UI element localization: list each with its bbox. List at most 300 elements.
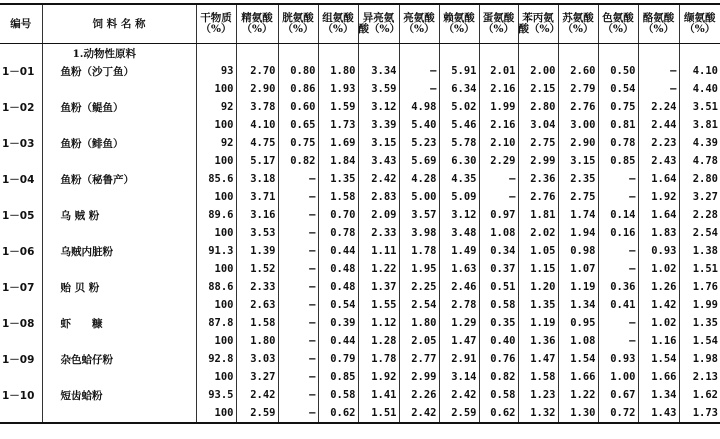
row-value-cell: 1.83 (638, 224, 679, 242)
header-arginine: 精氨酸（%） (236, 4, 278, 44)
row-value-cell: 3.39 (358, 116, 399, 134)
row-value-cell: 0.65 (278, 116, 318, 134)
row-value-cell: 2.90 (558, 134, 598, 152)
row-value-cell: — (278, 404, 318, 423)
row-value-cell: 5.23 (399, 134, 439, 152)
row-value-cell: 2.99 (518, 152, 558, 170)
row-value-cell: 2.54 (679, 224, 720, 242)
row-value-cell: 3.18 (236, 170, 278, 188)
row-feed-name (42, 332, 196, 350)
row-value-cell: 2.43 (638, 152, 679, 170)
row-feed-name: 乌贼内脏粉 (42, 242, 196, 260)
row-value-cell: 1.55 (358, 296, 399, 314)
row-value-cell: 1.80 (318, 62, 358, 80)
row-value-cell: 4.75 (236, 134, 278, 152)
row-value-cell: 3.12 (439, 206, 479, 224)
row-value-cell: 0.82 (479, 368, 518, 386)
row-feed-name (42, 368, 196, 386)
row-value-cell: 5.02 (439, 98, 479, 116)
row-value-cell: 2.42 (358, 170, 399, 188)
row-value-cell: 0.79 (318, 350, 358, 368)
row-value-cell: 4.10 (236, 116, 278, 134)
row-value-cell: 2.25 (399, 278, 439, 296)
row-value-cell: 0.50 (598, 62, 638, 80)
row-value-cell: 0.85 (598, 152, 638, 170)
row-code (0, 152, 42, 170)
table-row (0, 62, 720, 80)
row-value-cell: 1.58 (318, 188, 358, 206)
row-value-cell: 0.48 (318, 260, 358, 278)
empty-cell (278, 44, 318, 63)
row-feed-name (42, 152, 196, 170)
row-value-cell: 2.77 (399, 350, 439, 368)
row-value-cell: 1.63 (439, 260, 479, 278)
row-value-cell: 2.09 (358, 206, 399, 224)
row-value-cell: 0.85 (318, 368, 358, 386)
row-value-cell: 1.41 (358, 386, 399, 404)
row-value-cell: 1.54 (558, 350, 598, 368)
row-value-cell: — (278, 188, 318, 206)
row-value-cell: 3.53 (236, 224, 278, 242)
table-row (0, 296, 720, 314)
row-value-cell: 0.39 (318, 314, 358, 332)
row-dry-matter: 100 (196, 80, 236, 98)
row-value-cell: — (598, 242, 638, 260)
row-value-cell: 4.10 (679, 62, 720, 80)
empty-cell (358, 44, 399, 63)
row-value-cell: 0.75 (598, 98, 638, 116)
row-value-cell: 1.28 (358, 332, 399, 350)
row-value-cell: 3.59 (358, 80, 399, 98)
row-value-cell: 1.73 (679, 404, 720, 423)
empty-cell (679, 44, 720, 63)
row-value-cell: 1.98 (679, 350, 720, 368)
row-feed-name (42, 224, 196, 242)
header-code: 编号 (0, 4, 42, 44)
row-value-cell: 0.44 (318, 242, 358, 260)
table-row (0, 332, 720, 350)
row-value-cell: 3.15 (558, 152, 598, 170)
row-value-cell: — (278, 296, 318, 314)
row-value-cell: 0.41 (598, 296, 638, 314)
row-value-cell: 1.78 (399, 242, 439, 260)
row-value-cell: 1.64 (638, 170, 679, 188)
row-value-cell: 3.15 (358, 134, 399, 152)
row-dry-matter: 100 (196, 296, 236, 314)
row-dry-matter: 92 (196, 134, 236, 152)
row-value-cell: 4.78 (679, 152, 720, 170)
row-value-cell: 1.80 (236, 332, 278, 350)
row-value-cell: 2.26 (399, 386, 439, 404)
table-row (0, 116, 720, 134)
row-value-cell: 2.10 (479, 134, 518, 152)
row-value-cell: 0.58 (479, 296, 518, 314)
row-value-cell: 1.43 (638, 404, 679, 423)
row-value-cell: 2.00 (518, 62, 558, 80)
empty-cell (558, 44, 598, 63)
row-value-cell: — (278, 242, 318, 260)
row-value-cell: 0.44 (318, 332, 358, 350)
row-value-cell: 2.42 (399, 404, 439, 423)
row-value-cell: — (278, 314, 318, 332)
row-feed-name: 乌 贼 粉 (42, 206, 196, 224)
row-value-cell: 0.76 (479, 350, 518, 368)
row-feed-name: 鱼粉（鳀鱼） (42, 98, 196, 116)
row-value-cell: 4.98 (399, 98, 439, 116)
section-code-cell (0, 44, 42, 63)
row-value-cell: 0.97 (479, 206, 518, 224)
row-code: 1－03 (2, 137, 35, 150)
row-feed-name: 鱼粉（秘鲁产） (42, 170, 196, 188)
header-lysine: 赖氨酸（%） (439, 4, 479, 44)
row-value-cell: 1.35 (679, 314, 720, 332)
row-feed-name: 虾 糠 (42, 314, 196, 332)
row-value-cell: 0.58 (318, 386, 358, 404)
row-value-cell: 0.70 (318, 206, 358, 224)
row-value-cell: 3.27 (679, 188, 720, 206)
row-code (0, 188, 42, 206)
row-value-cell: 1.93 (318, 80, 358, 98)
table-row (0, 224, 720, 242)
header-histidine: 组氨酸（%） (318, 4, 358, 44)
row-feed-name: 鱼粉（沙丁鱼） (42, 62, 196, 80)
row-value-cell: 2.16 (479, 116, 518, 134)
table-row (0, 368, 720, 386)
row-value-cell: 2.76 (518, 188, 558, 206)
row-value-cell: 1.34 (558, 296, 598, 314)
row-code (0, 224, 42, 242)
row-feed-name (42, 260, 196, 278)
row-dry-matter: 91.3 (196, 242, 236, 260)
table-row (0, 134, 720, 152)
row-dry-matter: 93 (196, 62, 236, 80)
row-value-cell: 0.67 (598, 386, 638, 404)
row-value-cell: 5.46 (439, 116, 479, 134)
header-tyrosine: 酪氨酸（%） (638, 4, 679, 44)
row-dry-matter: 100 (196, 224, 236, 242)
row-dry-matter: 93.5 (196, 386, 236, 404)
empty-cell (399, 44, 439, 63)
row-feed-name: 鱼粉（鲱鱼） (42, 134, 196, 152)
row-value-cell: 0.34 (479, 242, 518, 260)
row-value-cell: 0.86 (278, 80, 318, 98)
row-value-cell: 0.82 (278, 152, 318, 170)
table-row (0, 278, 720, 296)
table-body (0, 44, 720, 424)
row-value-cell: 1.73 (318, 116, 358, 134)
row-value-cell: — (598, 188, 638, 206)
row-value-cell: — (638, 62, 679, 80)
row-code (0, 116, 42, 134)
row-value-cell: 1.47 (518, 350, 558, 368)
row-value-cell: 3.48 (439, 224, 479, 242)
row-code: 1－08 (2, 317, 35, 330)
row-value-cell: 1.81 (518, 206, 558, 224)
table-row (0, 404, 720, 423)
row-value-cell: 1.78 (358, 350, 399, 368)
row-value-cell: 2.15 (518, 80, 558, 98)
row-value-cell: 1.42 (638, 296, 679, 314)
row-dry-matter: 85.6 (196, 170, 236, 188)
row-value-cell: 0.37 (479, 260, 518, 278)
row-value-cell: 1.59 (318, 98, 358, 116)
row-value-cell: 0.48 (318, 278, 358, 296)
row-value-cell: 0.60 (278, 98, 318, 116)
header-tryptophan: 色氨酸（%） (598, 4, 638, 44)
row-value-cell: 1.54 (638, 350, 679, 368)
table-row (0, 314, 720, 332)
row-feed-name: 贻 贝 粉 (42, 278, 196, 296)
row-feed-name: 短齿蛤粉 (42, 386, 196, 404)
row-value-cell: 2.01 (479, 62, 518, 80)
row-value-cell: — (278, 260, 318, 278)
row-value-cell: 1.05 (518, 242, 558, 260)
row-value-cell: 1.49 (439, 242, 479, 260)
row-value-cell: 1.23 (518, 386, 558, 404)
row-value-cell: 1.84 (318, 152, 358, 170)
row-value-cell: 1.22 (558, 386, 598, 404)
row-value-cell: 1.80 (399, 314, 439, 332)
row-value-cell: 2.76 (558, 98, 598, 116)
row-value-cell: 2.02 (518, 224, 558, 242)
header-feed-name: 饲 料 名 称 (42, 4, 196, 44)
row-value-cell: 5.09 (439, 188, 479, 206)
row-value-cell: 0.78 (318, 224, 358, 242)
row-value-cell: 5.78 (439, 134, 479, 152)
row-dry-matter: 92 (196, 98, 236, 116)
row-value-cell: 2.60 (558, 62, 598, 80)
row-dry-matter: 100 (196, 368, 236, 386)
row-value-cell: 3.12 (358, 98, 399, 116)
row-value-cell: 2.33 (358, 224, 399, 242)
header-dry-matter: 干物质（%） (196, 4, 236, 44)
section-row (0, 44, 720, 63)
row-code (0, 260, 42, 278)
row-dry-matter: 89.6 (196, 206, 236, 224)
row-value-cell: 1.19 (558, 278, 598, 296)
row-code: 1－02 (2, 101, 35, 114)
row-value-cell: — (399, 62, 439, 80)
row-value-cell: 6.34 (439, 80, 479, 98)
row-value-cell: 1.66 (638, 368, 679, 386)
empty-cell (439, 44, 479, 63)
row-value-cell: 0.35 (479, 314, 518, 332)
header-isoleucine: 异亮氨酸（%） (358, 4, 399, 44)
row-dry-matter: 100 (196, 260, 236, 278)
row-dry-matter: 100 (196, 152, 236, 170)
row-dry-matter: 100 (196, 116, 236, 134)
amino-acid-table (0, 3, 720, 424)
row-value-cell: 0.80 (278, 62, 318, 80)
empty-cell (196, 44, 236, 63)
row-value-cell: 5.00 (399, 188, 439, 206)
row-value-cell: 3.78 (236, 98, 278, 116)
row-value-cell: 2.80 (679, 170, 720, 188)
table-row (0, 350, 720, 368)
row-value-cell: 1.15 (518, 260, 558, 278)
row-value-cell: 1.12 (358, 314, 399, 332)
row-code (0, 80, 42, 98)
row-code (0, 368, 42, 386)
row-value-cell: — (479, 170, 518, 188)
row-code: 1－09 (2, 353, 35, 366)
empty-cell (638, 44, 679, 63)
row-value-cell: 3.04 (518, 116, 558, 134)
row-value-cell: 3.71 (236, 188, 278, 206)
row-value-cell: 1.08 (479, 224, 518, 242)
row-value-cell: 0.93 (598, 350, 638, 368)
row-value-cell: 1.35 (318, 170, 358, 188)
header-valine: 缬氨酸（%） (679, 4, 720, 44)
row-value-cell: 0.95 (558, 314, 598, 332)
row-value-cell: 1.00 (598, 368, 638, 386)
row-code: 1－07 (2, 281, 35, 294)
empty-cell (479, 44, 518, 63)
row-value-cell: 1.66 (558, 368, 598, 386)
row-value-cell: 0.93 (638, 242, 679, 260)
row-value-cell: 0.72 (598, 404, 638, 423)
row-value-cell: 3.98 (399, 224, 439, 242)
row-value-cell: 2.80 (518, 98, 558, 116)
row-value-cell: 1.34 (638, 386, 679, 404)
row-value-cell: 1.94 (558, 224, 598, 242)
row-value-cell: — (598, 260, 638, 278)
row-value-cell: 2.35 (558, 170, 598, 188)
row-dry-matter: 92.8 (196, 350, 236, 368)
row-value-cell: 2.05 (399, 332, 439, 350)
row-value-cell: 2.75 (518, 134, 558, 152)
row-value-cell: — (278, 170, 318, 188)
row-value-cell: 1.35 (518, 296, 558, 314)
row-value-cell: — (479, 188, 518, 206)
row-value-cell: 3.57 (399, 206, 439, 224)
row-feed-name (42, 188, 196, 206)
row-code (0, 404, 42, 423)
row-value-cell: 2.29 (479, 152, 518, 170)
row-value-cell: 3.81 (679, 116, 720, 134)
row-value-cell: 1.29 (439, 314, 479, 332)
row-value-cell: 1.99 (479, 98, 518, 116)
row-value-cell: 2.75 (558, 188, 598, 206)
row-value-cell: 0.62 (479, 404, 518, 423)
row-value-cell: 1.02 (638, 314, 679, 332)
table-row (0, 152, 720, 170)
row-value-cell: 5.91 (439, 62, 479, 80)
row-value-cell: 3.16 (236, 206, 278, 224)
row-value-cell: 0.81 (598, 116, 638, 134)
table-row (0, 242, 720, 260)
row-value-cell: 1.07 (558, 260, 598, 278)
row-value-cell: 0.54 (318, 296, 358, 314)
row-value-cell: 2.90 (236, 80, 278, 98)
row-value-cell: — (399, 80, 439, 98)
row-feed-name (42, 80, 196, 98)
row-value-cell: 1.11 (358, 242, 399, 260)
row-value-cell: 1.02 (638, 260, 679, 278)
table-row (0, 80, 720, 98)
row-value-cell: 2.54 (399, 296, 439, 314)
row-value-cell: 3.00 (558, 116, 598, 134)
row-value-cell: 2.44 (638, 116, 679, 134)
row-value-cell: 1.92 (358, 368, 399, 386)
row-value-cell: 1.30 (558, 404, 598, 423)
row-value-cell: 1.47 (439, 332, 479, 350)
row-dry-matter: 100 (196, 404, 236, 423)
row-value-cell: 1.58 (236, 314, 278, 332)
row-value-cell: 0.62 (318, 404, 358, 423)
row-value-cell: 2.36 (518, 170, 558, 188)
row-value-cell: 1.39 (236, 242, 278, 260)
row-value-cell: 2.28 (679, 206, 720, 224)
row-value-cell: 4.35 (439, 170, 479, 188)
row-value-cell: 1.99 (679, 296, 720, 314)
row-value-cell: 1.38 (679, 242, 720, 260)
row-value-cell: — (638, 80, 679, 98)
table-row (0, 386, 720, 404)
row-dry-matter: 87.8 (196, 314, 236, 332)
row-value-cell: 3.27 (236, 368, 278, 386)
header-leucine: 亮氨酸（%） (399, 4, 439, 44)
row-value-cell: — (278, 332, 318, 350)
row-value-cell: 3.14 (439, 368, 479, 386)
row-value-cell: 5.17 (236, 152, 278, 170)
row-value-cell: 2.70 (236, 62, 278, 80)
row-value-cell: 1.54 (679, 332, 720, 350)
row-value-cell: 2.24 (638, 98, 679, 116)
row-value-cell: 1.37 (358, 278, 399, 296)
row-value-cell: 2.99 (399, 368, 439, 386)
row-value-cell: 2.91 (439, 350, 479, 368)
table-row (0, 206, 720, 224)
row-feed-name (42, 404, 196, 423)
row-code (0, 332, 42, 350)
row-value-cell: 4.40 (679, 80, 720, 98)
row-value-cell: 3.03 (236, 350, 278, 368)
row-code: 1－01 (2, 65, 35, 78)
row-dry-matter: 100 (196, 332, 236, 350)
empty-cell (598, 44, 638, 63)
row-value-cell: 1.62 (679, 386, 720, 404)
row-value-cell: — (278, 224, 318, 242)
row-code: 1－06 (2, 245, 35, 258)
section-title: 1.动物性原料 (42, 44, 196, 63)
row-value-cell: 1.74 (558, 206, 598, 224)
row-value-cell: 1.76 (679, 278, 720, 296)
row-value-cell: 2.33 (236, 278, 278, 296)
row-value-cell: 5.69 (399, 152, 439, 170)
row-value-cell: 1.16 (638, 332, 679, 350)
table-row (0, 170, 720, 188)
row-value-cell: 1.58 (518, 368, 558, 386)
row-value-cell: 1.08 (558, 332, 598, 350)
row-value-cell: 2.63 (236, 296, 278, 314)
table-row (0, 260, 720, 278)
row-value-cell: 2.79 (558, 80, 598, 98)
row-value-cell: 2.78 (439, 296, 479, 314)
row-value-cell: 3.51 (679, 98, 720, 116)
row-value-cell: 0.16 (598, 224, 638, 242)
row-value-cell: 3.43 (358, 152, 399, 170)
row-value-cell: 6.30 (439, 152, 479, 170)
row-value-cell: 4.28 (399, 170, 439, 188)
row-value-cell: 0.78 (598, 134, 638, 152)
row-value-cell: 2.59 (439, 404, 479, 423)
empty-cell (236, 44, 278, 63)
table-row (0, 188, 720, 206)
row-value-cell: 1.52 (236, 260, 278, 278)
row-value-cell: 0.54 (598, 80, 638, 98)
row-value-cell: 1.51 (679, 260, 720, 278)
